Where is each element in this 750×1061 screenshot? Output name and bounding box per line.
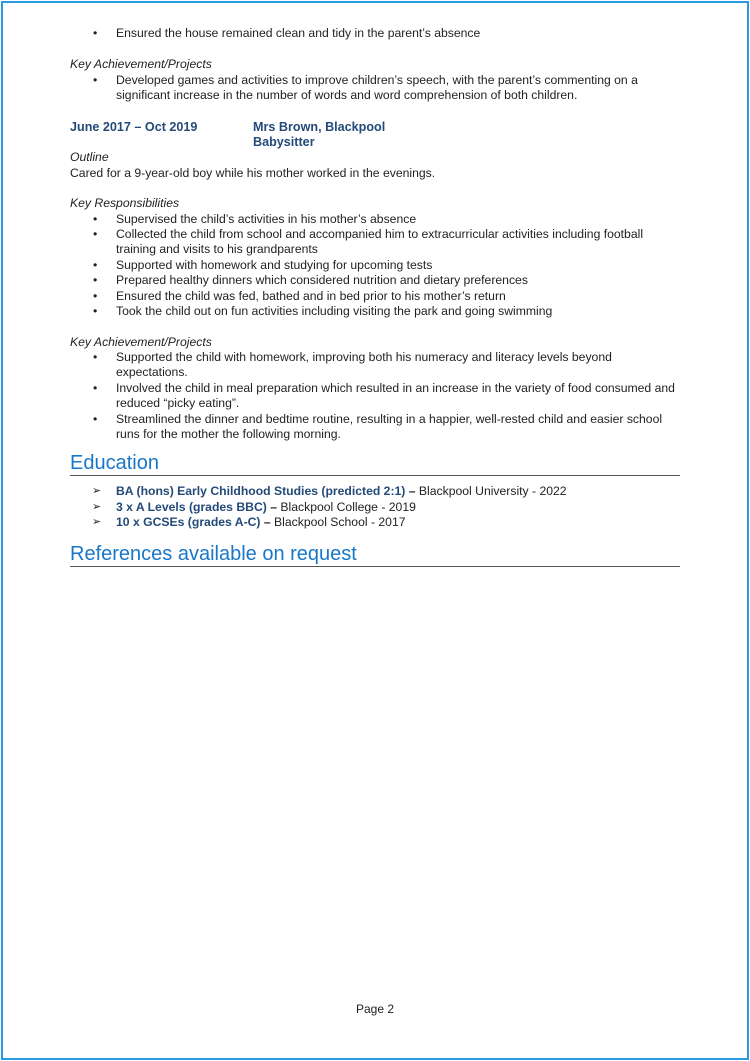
list-item: • Involved the child in meal preparation which resulted in an increase in the variety of food consumed and reduced “picky eating”. (70, 381, 680, 412)
education-qualification: 10 x GCSEs (grades A-C) (116, 515, 261, 530)
list-item: • Supervised the child’s activities in his mother’s absence (70, 212, 680, 227)
education-institution: Blackpool College - 2019 (277, 499, 416, 514)
education-dash: – (260, 515, 271, 530)
list-item: • Supported the child with homework, improving both his numeracy and literacy levels beyond expectations. (70, 350, 680, 381)
list-item: • Developed games and activities to improve children’s speech, with the parent’s commenting on a significant increase in the number of words and word comprehension of both children. (70, 73, 680, 104)
education-qualification: 3 x A Levels (grades BBC) (116, 499, 267, 514)
list-item: • Ensured the child was fed, bathed and in bed prior to his mother’s return (70, 289, 680, 304)
list-item: • Prepared healthy dinners which considered nutrition and dietary preferences (70, 273, 680, 288)
education-dash: – (266, 499, 277, 514)
list-item: • Streamlined the dinner and bedtime routine, resulting in a happier, well-rested child and easier school runs for the mother the following morning. (70, 412, 680, 443)
job2-header (70, 120, 680, 151)
job1-achievements-heading: Key Achievement/Projects (70, 57, 212, 72)
job2-responsibilities-heading: Key Responsibilities (70, 196, 180, 211)
education-institution: Blackpool University - 2022 (415, 484, 567, 499)
job2-employer-block (253, 120, 385, 151)
education-list (70, 484, 680, 530)
page-number: Page 2 (355, 1002, 395, 1016)
education-item (70, 500, 680, 515)
job2-outline-heading: Outline (70, 150, 109, 165)
list-item: • Collected the child from school and accompanied him to extracurricular activities including football training and visits to his grandparents (70, 227, 680, 258)
top-bullet-list (70, 26, 680, 41)
education-dash: – (405, 484, 416, 499)
list-item: • Took the child out on fun activities including visiting the park and going swimming (70, 304, 680, 319)
job2-achievements-list (70, 350, 680, 442)
education-qualification: BA (hons) Early Childhood Studies (predicted 2:1) (116, 484, 406, 499)
education-institution: Blackpool School - 2017 (270, 515, 406, 530)
job2-dates: June 2017 – Oct 2019 (70, 119, 198, 134)
job2-outline-text: Cared for a 9-year-old boy while his mother worked in the evenings. (70, 165, 436, 180)
job2-employer: Mrs Brown, Blackpool (253, 119, 386, 134)
education-heading: Education (70, 452, 680, 476)
job2-title: Babysitter (253, 135, 315, 150)
references-heading: References available on request (70, 543, 680, 567)
list-item: • Ensured the house remained clean and tidy in the parent’s absence (70, 26, 680, 41)
list-item: • Supported with homework and studying for upcoming tests (70, 258, 680, 273)
resume-page-content (70, 26, 680, 567)
education-item (70, 484, 680, 499)
job1-achievements-list (70, 73, 680, 104)
job2-achievements-heading: Key Achievement/Projects (70, 334, 212, 349)
job2-responsibilities-list (70, 212, 680, 320)
education-item (70, 515, 680, 530)
